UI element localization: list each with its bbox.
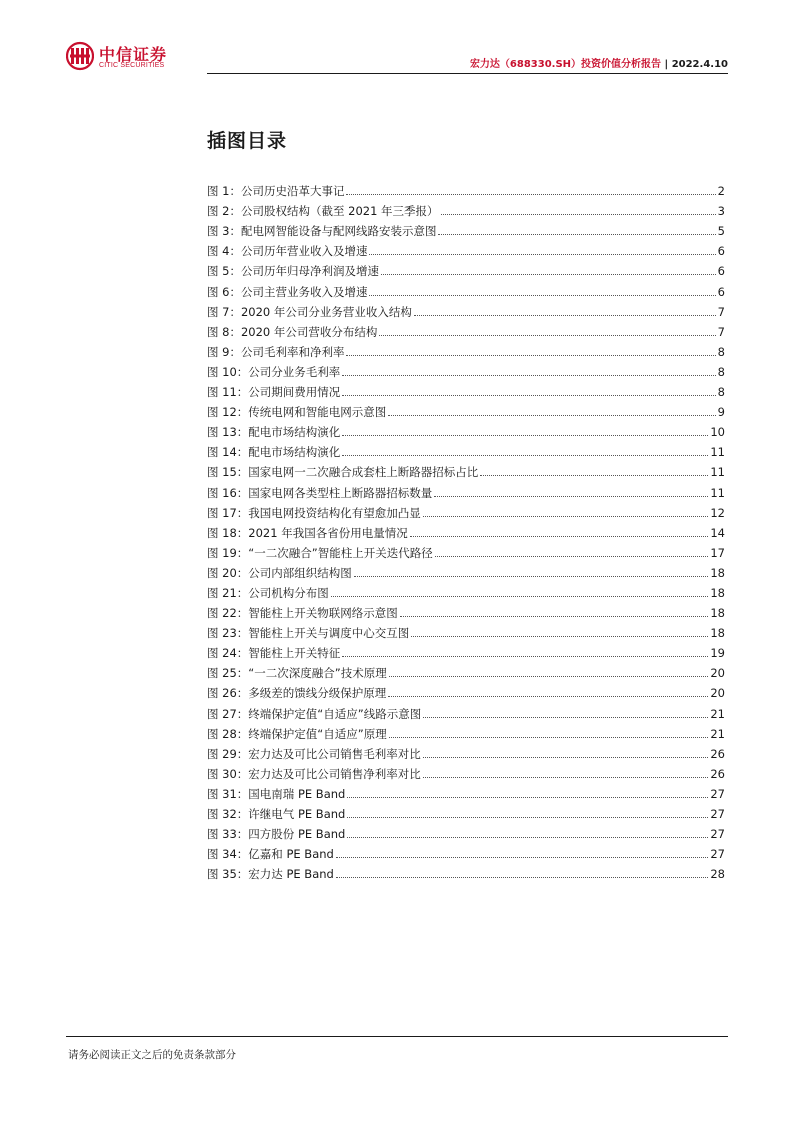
toc-dot-leader [435, 556, 709, 557]
toc-entry-page: 20 [710, 666, 725, 681]
toc-entry-page: 8 [717, 385, 725, 400]
toc-entry-label: 图 20：公司内部组织结构图 [207, 565, 352, 580]
toc-dot-leader [434, 496, 708, 497]
toc-dot-leader [423, 516, 709, 517]
toc-dot-leader [336, 857, 709, 858]
toc-entry-page: 20 [710, 686, 725, 701]
toc-dot-leader [389, 676, 709, 677]
toc-entry-label: 图 19：“一二次融合”智能柱上开关迭代路径 [207, 545, 433, 560]
toc-entry-label: 图 8：2020 年公司营收分布结构 [207, 324, 378, 339]
toc-entry[interactable] [207, 660, 725, 680]
toc-entry-page: 19 [710, 646, 725, 661]
toc-entry-page: 2 [717, 184, 725, 199]
toc-entry[interactable] [207, 258, 725, 278]
toc-entry-label: 图 27：终端保护定值“自适应”线路示意图 [207, 706, 422, 721]
toc-entry[interactable] [207, 600, 725, 620]
toc-entry[interactable] [207, 339, 725, 359]
toc-entry-label: 图 3：配电网智能设备与配网线路安装示意图 [207, 224, 437, 239]
toc-entry-page: 11 [710, 465, 725, 480]
toc-entry-page: 28 [710, 867, 725, 882]
toc-dot-leader [347, 837, 708, 838]
toc-entry-label: 图 9：公司毛利率和净利率 [207, 344, 345, 359]
toc-entry-page: 6 [717, 284, 725, 299]
toc-entry[interactable] [207, 359, 725, 379]
toc-entry-page: 14 [710, 525, 725, 540]
report-date: 2022.4.10 [671, 59, 728, 70]
toc-dot-leader [369, 254, 715, 255]
toc-entry-label: 图 35：宏力达 PE Band [207, 867, 334, 882]
toc-dot-leader [423, 717, 708, 718]
toc-entry[interactable] [207, 520, 725, 540]
toc-entry-page: 8 [717, 364, 725, 379]
toc-dot-leader [379, 335, 715, 336]
toc-entry[interactable] [207, 781, 725, 801]
toc-dot-leader [342, 455, 708, 456]
toc-dot-leader [354, 576, 709, 577]
toc-dot-leader [346, 194, 715, 195]
toc-entry-label: 图 10：公司分业务毛利率 [207, 364, 341, 379]
toc-entry-label: 图 30：宏力达及可比公司销售净利率对比 [207, 766, 421, 781]
toc-entry-page: 21 [710, 726, 725, 741]
toc-dot-leader [411, 636, 708, 637]
toc-entry-page: 26 [710, 746, 725, 761]
toc-entry-page: 10 [710, 425, 725, 440]
toc-dot-leader [342, 395, 715, 396]
toc-entry-page: 18 [710, 626, 725, 641]
toc-entry-label: 图 4：公司历年营业收入及增速 [207, 244, 368, 259]
toc-entry-label: 图 6：公司主营业务收入及增速 [207, 284, 368, 299]
toc-entry[interactable] [207, 540, 725, 560]
toc-entry-page: 26 [710, 766, 725, 781]
toc-entry[interactable] [207, 620, 725, 640]
toc-entry-label: 图 14：配电市场结构演化 [207, 445, 341, 460]
toc-entry[interactable] [207, 459, 725, 479]
toc-dot-leader [369, 295, 715, 296]
logo-english-text: CITIC SECURITIES [99, 62, 165, 69]
toc-entry-page: 11 [710, 485, 725, 500]
toc-entry-page: 18 [710, 585, 725, 600]
toc-entry-label: 图 12：传统电网和智能电网示意图 [207, 405, 387, 420]
toc-entry[interactable] [207, 399, 725, 419]
toc-entry[interactable] [207, 178, 725, 198]
toc-entry-page: 7 [717, 304, 725, 319]
toc-entry-label: 图 28：终端保护定值“自适应”原理 [207, 726, 387, 741]
toc-dot-leader [347, 817, 708, 818]
figure-toc-list [207, 178, 725, 881]
toc-dot-leader [410, 536, 709, 537]
toc-entry-label: 图 34：亿嘉和 PE Band [207, 847, 334, 862]
toc-entry[interactable] [207, 700, 725, 720]
toc-entry-page: 12 [710, 505, 725, 520]
toc-title: 插图目录 [207, 130, 288, 152]
toc-entry-page: 27 [710, 786, 725, 801]
toc-entry[interactable] [207, 741, 725, 761]
toc-entry-page: 27 [710, 847, 725, 862]
toc-entry-label: 图 2：公司股权结构（截至 2021 年三季报） [207, 204, 439, 219]
toc-dot-leader [438, 234, 715, 235]
toc-entry-label: 图 17：我国电网投资结构化有望愈加凸显 [207, 505, 421, 520]
toc-entry[interactable] [207, 500, 725, 520]
toc-dot-leader [400, 616, 709, 617]
toc-entry[interactable] [207, 299, 725, 319]
toc-entry-label: 图 32：许继电气 PE Band [207, 807, 346, 821]
toc-entry[interactable] [207, 861, 725, 881]
toc-dot-leader [342, 375, 715, 376]
toc-entry-page: 6 [717, 264, 725, 279]
toc-entry[interactable] [207, 278, 725, 298]
header-separator: | [664, 59, 669, 70]
toc-entry-label: 图 24：智能柱上开关特征 [207, 646, 341, 661]
citic-logo [66, 40, 206, 76]
toc-entry-page: 18 [710, 565, 725, 580]
toc-entry-label: 图 22：智能柱上开关物联网络示意图 [207, 606, 398, 621]
toc-entry-page: 5 [717, 224, 725, 239]
report-title: 宏力达（688330.SH）投资价值分析报告 [469, 59, 662, 70]
toc-entry-label: 图 23：智能柱上开关与调度中心交互图 [207, 626, 410, 641]
citic-emblem-icon [66, 40, 94, 72]
toc-entry[interactable] [207, 761, 725, 781]
toc-entry[interactable] [207, 379, 725, 399]
toc-dot-leader [381, 274, 716, 275]
toc-entry[interactable] [207, 841, 725, 861]
toc-dot-leader [347, 797, 708, 798]
footer-divider [66, 1036, 728, 1037]
logo-chinese-text: 中信证券 [99, 45, 168, 64]
toc-entry-page: 9 [717, 405, 725, 420]
toc-entry-label: 图 21：公司机构分布图 [207, 585, 329, 600]
toc-entry-page: 6 [717, 244, 725, 259]
toc-dot-leader [388, 415, 715, 416]
toc-entry-label: 图 7：2020 年公司分业务营业收入结构 [207, 304, 412, 319]
toc-dot-leader [342, 656, 708, 657]
toc-entry-page: 27 [710, 807, 725, 821]
toc-entry-page: 3 [717, 204, 725, 219]
report-header [470, 55, 728, 70]
toc-entry-label: 图 16：国家电网各类型柱上断路器招标数量 [207, 485, 433, 500]
toc-entry[interactable] [207, 218, 725, 238]
toc-entry-page: 11 [710, 445, 725, 460]
toc-entry[interactable] [207, 640, 725, 660]
toc-entry[interactable] [207, 721, 725, 741]
toc-entry-label: 图 31：国电南瑞 PE Band [207, 786, 346, 801]
toc-dot-leader [423, 777, 709, 778]
toc-entry[interactable] [207, 198, 725, 218]
toc-dot-leader [336, 877, 709, 878]
toc-entry-label: 图 13：配电市场结构演化 [207, 425, 341, 440]
toc-entry-label: 图 33：四方股份 PE Band [207, 827, 346, 842]
toc-entry-page: 27 [710, 827, 725, 842]
toc-entry-label: 图 11：公司期间费用情况 [207, 385, 341, 400]
toc-entry[interactable] [207, 439, 725, 459]
toc-entry[interactable] [207, 580, 725, 600]
toc-dot-leader [388, 696, 708, 697]
toc-entry[interactable] [207, 319, 725, 339]
toc-entry[interactable] [207, 560, 725, 580]
toc-entry[interactable] [207, 238, 725, 258]
toc-entry-label: 图 26：多级差的馈线分级保护原理 [207, 686, 387, 701]
toc-entry[interactable] [207, 419, 725, 439]
toc-entry[interactable] [207, 801, 725, 821]
toc-dot-leader [342, 435, 708, 436]
toc-dot-leader [414, 315, 716, 316]
toc-entry-label: 图 29：宏力达及可比公司销售毛利率对比 [207, 746, 421, 761]
toc-entry-label: 图 15：国家电网一二次融合成套柱上断路器招标占比 [207, 465, 479, 480]
footer-disclaimer: 请务必阅读正文之后的免责条款部分 [68, 1049, 236, 1061]
toc-entry-page: 17 [710, 545, 725, 560]
toc-entry[interactable] [207, 479, 725, 499]
toc-entry[interactable] [207, 680, 725, 700]
toc-dot-leader [346, 355, 715, 356]
toc-entry-page: 18 [710, 606, 725, 621]
toc-entry-page: 7 [717, 324, 725, 339]
toc-entry-label: 图 25：“一二次深度融合”技术原理 [207, 666, 387, 681]
toc-entry-label: 图 1：公司历史沿革大事记 [207, 184, 345, 199]
toc-entry[interactable] [207, 821, 725, 841]
toc-entry-label: 图 5：公司历年归母净利润及增速 [207, 264, 379, 279]
toc-entry-page: 8 [717, 344, 725, 359]
toc-entry-label: 图 18：2021 年我国各省份用电量情况 [207, 525, 408, 540]
toc-dot-leader [331, 596, 709, 597]
toc-dot-leader [441, 214, 716, 215]
toc-dot-leader [480, 475, 708, 476]
toc-entry-page: 21 [710, 706, 725, 721]
header-divider [207, 73, 728, 74]
toc-dot-leader [423, 757, 709, 758]
toc-dot-leader [389, 737, 709, 738]
